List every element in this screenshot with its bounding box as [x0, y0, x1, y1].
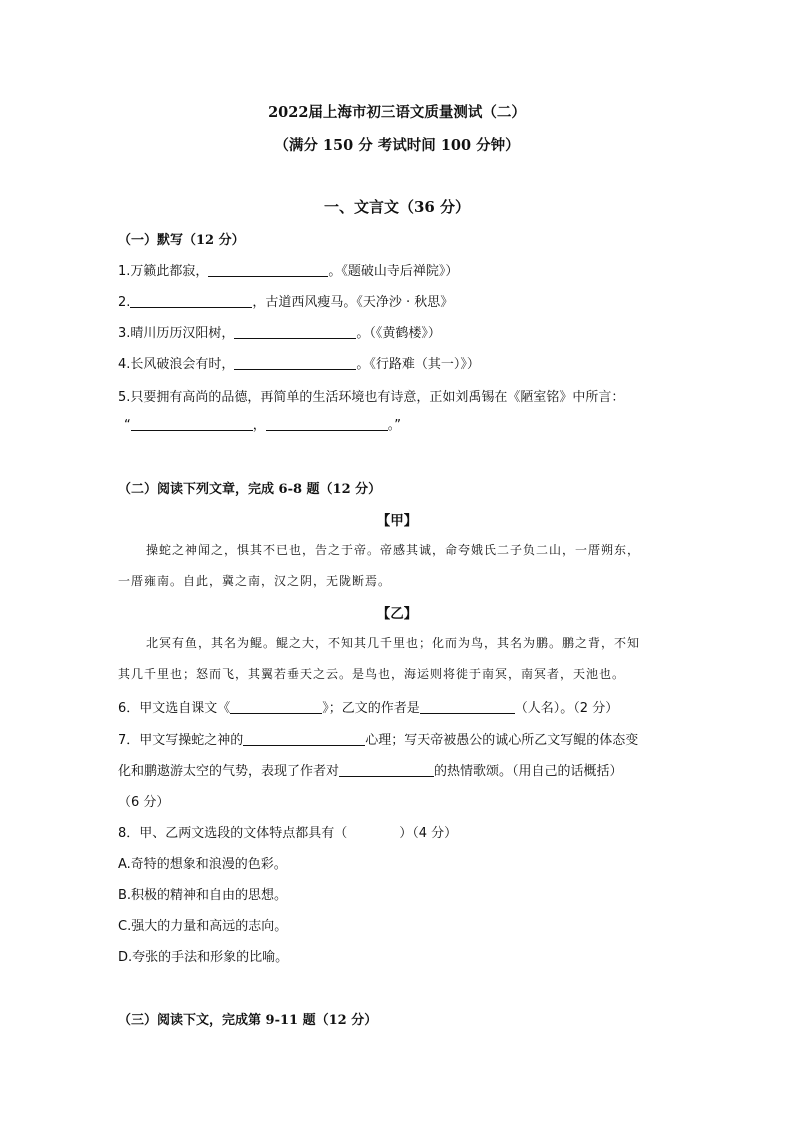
- q4-blank[interactable]: [234, 355, 356, 370]
- q8-option-d: D.夸张的手法和形象的比喻。: [118, 950, 289, 965]
- q6-blank-2[interactable]: [420, 699, 515, 714]
- question-7-line-1: [118, 729, 638, 748]
- q3-text-after: 。（《黄鹤楼》）: [356, 326, 441, 341]
- q5-comma: ，: [252, 418, 266, 433]
- passage-yi-line-2: 其几千里也；怒而飞，其翼若垂天之云。是鸟也，海运则将徙于南冥，南冥者，天池也。: [118, 667, 626, 681]
- question-7-line-3: （6 分）: [118, 795, 170, 810]
- q1-text-after: 。《题破山寺后禅院》）: [328, 264, 459, 279]
- q3-blank[interactable]: [234, 324, 356, 339]
- exam-subtitle: （满分 150 分 考试时间 100 分钟）: [274, 137, 520, 154]
- question-7-line-2: [118, 760, 623, 779]
- passage-jia-line-1: 操蛇之神闻之，惧其不已也，告之于帝。帝感其诚，命夸娥氏二子负二山，一厝朔东，: [146, 543, 641, 557]
- q8-option-a: A.奇特的想象和浪漫的色彩。: [118, 857, 287, 872]
- q7-blank-2[interactable]: [339, 762, 434, 777]
- passage-yi-line-1: 北冥有鱼，其名为鲲。鲲之大，不知其几千里也；化而为鸟，其名为鹏。鹏之背，不知: [146, 636, 641, 650]
- q1-text-before: 1.万籁此都寂，: [118, 264, 209, 279]
- q7-blank-1[interactable]: [243, 731, 365, 746]
- passage-jia-line-2: 一厝雍南。自此，冀之南，汉之阴，无陇断焉。: [118, 574, 392, 588]
- question-8-stem: 8．甲、乙两文选段的文体特点都具有（ ）（4 分）: [118, 826, 458, 841]
- q2-text-after: ，古道西风瘦马。《天净沙 · 秋思》: [252, 295, 454, 310]
- q2-text-before: 2.: [118, 295, 131, 310]
- q7-text-b: 心理；写天帝被愚公的诚心所乙文写鲲的体态变: [365, 733, 639, 748]
- question-2: [118, 291, 453, 310]
- question-5-blanks: [124, 414, 401, 433]
- q7-text-c: 化和鹏遨游太空的气势，表现了作者对: [118, 764, 340, 779]
- part3-heading: （三）阅读下文，完成第 9-11 题（12 分）: [118, 1013, 378, 1028]
- q6-text-c: （人名）。（2 分）: [514, 701, 619, 716]
- part1-heading: （一）默写（12 分）: [118, 233, 245, 248]
- q2-blank[interactable]: [130, 293, 252, 308]
- exam-title: 2022届上海市初三语文质量测试（二）: [268, 104, 526, 121]
- q6-text-b: 》；乙文的作者是: [322, 701, 420, 716]
- q6-blank-1[interactable]: [230, 699, 322, 714]
- question-4: [118, 353, 480, 372]
- q1-blank[interactable]: [208, 262, 328, 277]
- passage-yi-label: 【乙】: [376, 606, 418, 622]
- part2-heading: （二）阅读下列文章，完成 6-8 题（12 分）: [118, 482, 382, 497]
- q4-text-before: 4.长风破浪会有时，: [118, 357, 235, 372]
- q5-blank-1[interactable]: [131, 416, 253, 431]
- q5-open-quote: “: [124, 418, 131, 433]
- q3-text-before: 3.晴川历历汉阳树，: [118, 326, 235, 341]
- q8-option-c: C.强大的力量和高远的志向。: [118, 919, 288, 934]
- question-6: [118, 697, 618, 716]
- q8-option-b: B.积极的精神和自由的思想。: [118, 888, 288, 903]
- section-heading: 一、文言文（36 分）: [323, 198, 471, 216]
- q5-close: 。”: [387, 418, 402, 433]
- q5-blank-2[interactable]: [266, 416, 388, 431]
- passage-jia-label: 【甲】: [376, 513, 418, 529]
- question-5: 5.只要拥有高尚的品德，再简单的生活环境也有诗意，正如刘禹锡在《陋室铭》中所言：: [118, 390, 625, 405]
- q7-text-a: 7．甲文写操蛇之神的: [118, 733, 244, 748]
- question-1: [118, 260, 458, 279]
- question-3: [118, 322, 441, 341]
- q7-text-d: 的热情歌颂。（用自己的话概括）: [434, 764, 623, 779]
- q4-text-after: 。《行路难（其一）》）: [356, 357, 480, 372]
- q6-text-a: 6．甲文选自课文《: [118, 701, 231, 716]
